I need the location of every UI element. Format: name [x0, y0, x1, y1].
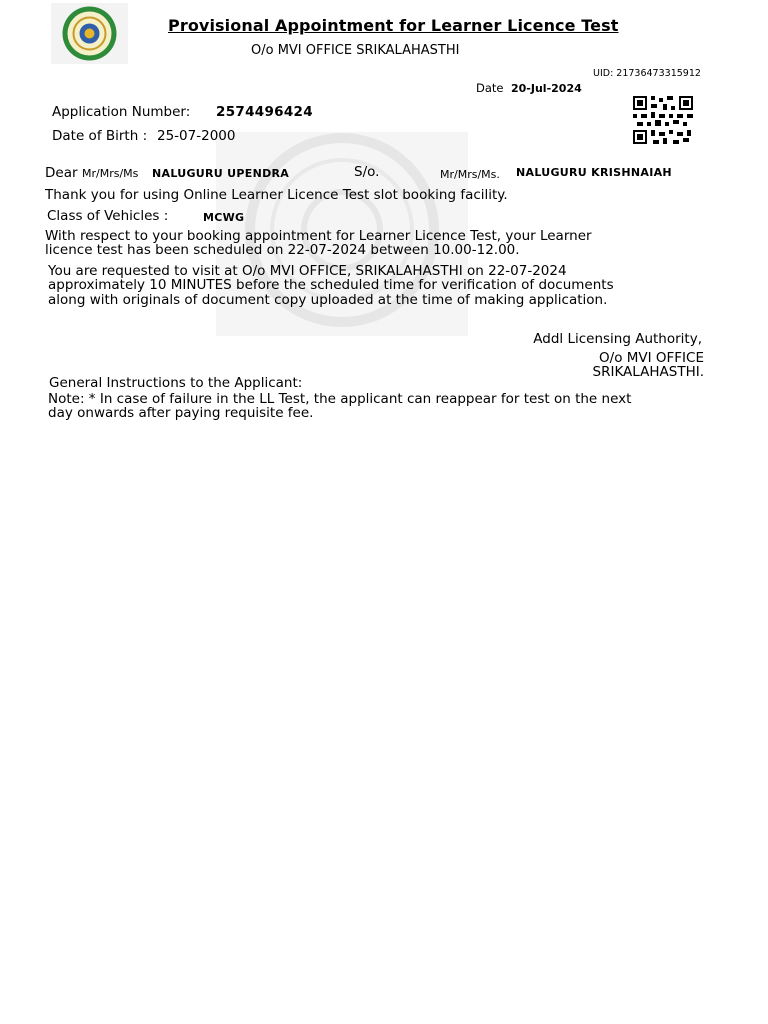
uid-text: UID: 21736473315912	[593, 68, 701, 79]
thanks-text: Thank you for using Online Learner Licence Test slot booking facility.	[45, 187, 508, 203]
visit-paragraph	[48, 264, 614, 307]
office-name: O/o MVI OFFICE SRIKALAHASTHI	[251, 43, 460, 58]
authority-office-line-1: O/o MVI OFFICE	[599, 350, 704, 366]
father-title: Mr/Mrs/Ms.	[440, 168, 500, 181]
note-line-1: Note: * In case of failure in the LL Test, the applicant can reappear for test on the next	[48, 391, 632, 407]
schedule-line-1: With respect to your booking appointment for Learner Licence Test, your Learner	[45, 228, 592, 244]
note-line-2: day onwards after paying requisite fee.	[48, 405, 314, 422]
application-number-label: Application Number:	[52, 104, 191, 120]
applicant-name: NALUGURU UPENDRA	[152, 167, 290, 180]
authority-label: Addl Licensing Authority,	[533, 331, 702, 347]
dob-value: 25-07-2000	[157, 128, 236, 144]
instructions-heading: General Instructions to the Applicant:	[49, 375, 303, 391]
father-name: NALUGURU KRISHNAIAH	[516, 166, 672, 179]
visit-line-3: along with originals of document copy uploaded at the time of making application.	[48, 291, 608, 308]
date-label: Date	[476, 81, 504, 95]
salutation: Dear	[45, 165, 78, 181]
date-value: 20-Jul-2024	[511, 82, 582, 95]
instructions-note	[48, 392, 631, 421]
class-of-vehicles-value: MCWG	[203, 211, 245, 224]
schedule-paragraph	[45, 229, 592, 258]
applicant-title: Mr/Mrs/Ms	[82, 167, 139, 180]
schedule-line-2: licence test has been scheduled on 22-07-2024 between 10.00-12.00.	[45, 242, 520, 259]
state-logo-icon	[51, 3, 128, 64]
qr-code-icon	[633, 96, 693, 144]
visit-line-2: approximately 10 MINUTES before the scheduled time for verification of documents	[48, 277, 614, 294]
page-title: Provisional Appointment for Learner Licence Test	[168, 16, 619, 35]
dob-label: Date of Birth :	[52, 128, 148, 144]
application-number-value: 2574496424	[216, 104, 313, 120]
class-of-vehicles-label: Class of Vehicles :	[47, 208, 169, 224]
visit-line-1: You are requested to visit at O/o MVI OFFICE, SRIKALAHASTHI on 22-07-2024	[48, 263, 567, 279]
son-of-label: S/o.	[354, 164, 380, 180]
authority-office-line-2: SRIKALAHASTHI.	[592, 364, 704, 380]
